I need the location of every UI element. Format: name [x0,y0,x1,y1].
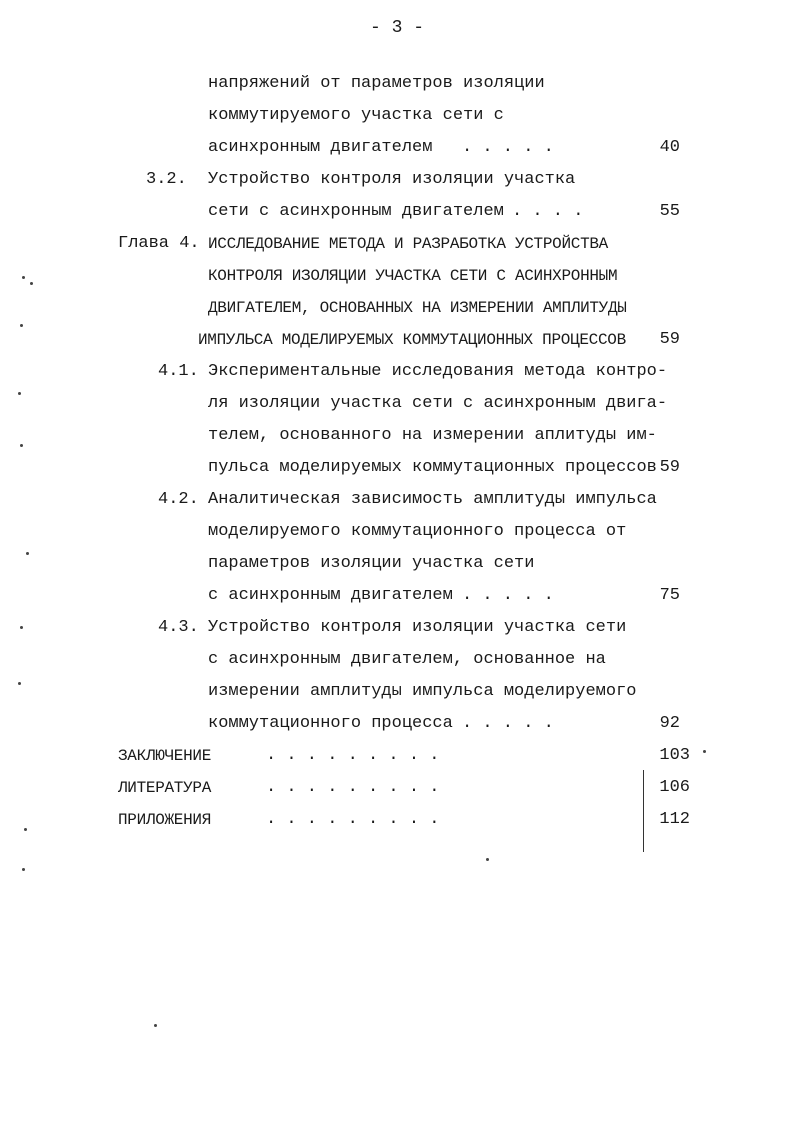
toc-entry-line: телем, основанного на измерении аплитуды им- [208,426,657,445]
toc-section-number: 4.1. [158,362,199,381]
toc-leader-dots: . . . . . . . . . [266,778,440,797]
scan-speck [703,750,706,753]
toc-entry-line: Экспериментальные исследования метода контро- [208,362,668,381]
toc-entry-line: измерении амплитуды импульса моделируемого [208,682,637,701]
toc-page-number: 92 [659,714,680,733]
toc-chapter-title-line: ИМПУЛЬСА МОДЕЛИРУЕМЫХ КОММУТАЦИОННЫХ ПРОЦЕССОВ [198,331,626,349]
scan-speck [22,868,25,871]
scan-speck [18,392,21,395]
toc-entry-line: пульса моделируемых коммутационных процессов [208,458,657,477]
scan-speck [486,858,489,861]
toc-entry-line: асинхронным двигателем [208,138,433,157]
toc-leader-dots: . . . . . [462,714,554,733]
scan-speck [20,444,23,447]
toc-entry-line: ля изоляции участка сети с асинхронным двига- [208,394,668,413]
toc-entry-line: моделируемого коммутационного процесса от [208,522,627,541]
toc-page-number: 55 [659,202,680,221]
toc-section-number: 3.2. [146,170,187,189]
toc-entry-line: Устройство контроля изоляции участка [208,170,576,189]
toc-page-number: 75 [659,586,680,605]
toc-entry-line: напряжений от параметров изоляции [208,74,545,93]
toc-title: ПРИЛОЖЕНИЯ [118,811,212,829]
toc-page-number: 106 [659,778,690,797]
toc-section-number: 4.2. [158,490,199,509]
toc-page-number: 40 [659,138,680,157]
toc-page-number: 59 [659,458,680,477]
scan-speck [30,282,33,285]
toc-leader-dots: . . . . . [462,586,554,605]
margin-line [643,770,644,852]
toc-chapter-title-line: ДВИГАТЕЛЕМ, ОСНОВАННЫХ НА ИЗМЕРЕНИИ АМПЛИТУДЫ [208,299,627,317]
toc-entry-line: Устройство контроля изоляции участка сети [208,618,627,637]
toc-leader-dots: . . . . . . . . . [266,810,440,829]
toc-chapter-title-line: КОНТРОЛЯ ИЗОЛЯЦИИ УЧАСТКА СЕТИ С АСИНХРОННЫМ [208,267,618,285]
scan-speck [22,276,25,279]
toc-chapter-number: Глава 4. [118,234,200,253]
toc-chapter-title-line: ИССЛЕДОВАНИЕ МЕТОДА И РАЗРАБОТКА УСТРОЙСТВА [208,235,608,253]
toc-entry-line: коммутируемого участка сети с [208,106,504,125]
toc-entry-line: с асинхронным двигателем, основанное на [208,650,606,669]
toc-leader-dots: . . . . . . . . . [266,746,440,765]
toc-leader-dots: . . . . . [462,138,554,157]
toc-section-number: 4.3. [158,618,199,637]
toc-entry-line: параметров изоляции участка сети [208,554,535,573]
page-number: - 3 - [369,18,424,38]
toc-page-number: 59 [659,330,680,349]
toc-page-number: 103 [659,746,690,765]
toc-title: ЗАКЛЮЧЕНИЕ [118,747,212,765]
toc-entry-line: Аналитическая зависимость амплитуды импульса [208,490,657,509]
toc-leader-dots: . . . . [512,202,584,221]
toc-page-number: 112 [659,810,690,829]
toc-title: ЛИТЕРАТУРА [118,779,212,797]
toc-entry-line: коммутационного процесса [208,714,453,733]
toc-entry-line: с асинхронным двигателем [208,586,453,605]
scan-speck [26,552,29,555]
scan-speck [24,828,27,831]
scan-speck [18,682,21,685]
scan-speck [154,1024,157,1027]
toc-entry-line: сети с асинхронным двигателем [208,202,504,221]
scan-speck [20,626,23,629]
scan-speck [20,324,23,327]
